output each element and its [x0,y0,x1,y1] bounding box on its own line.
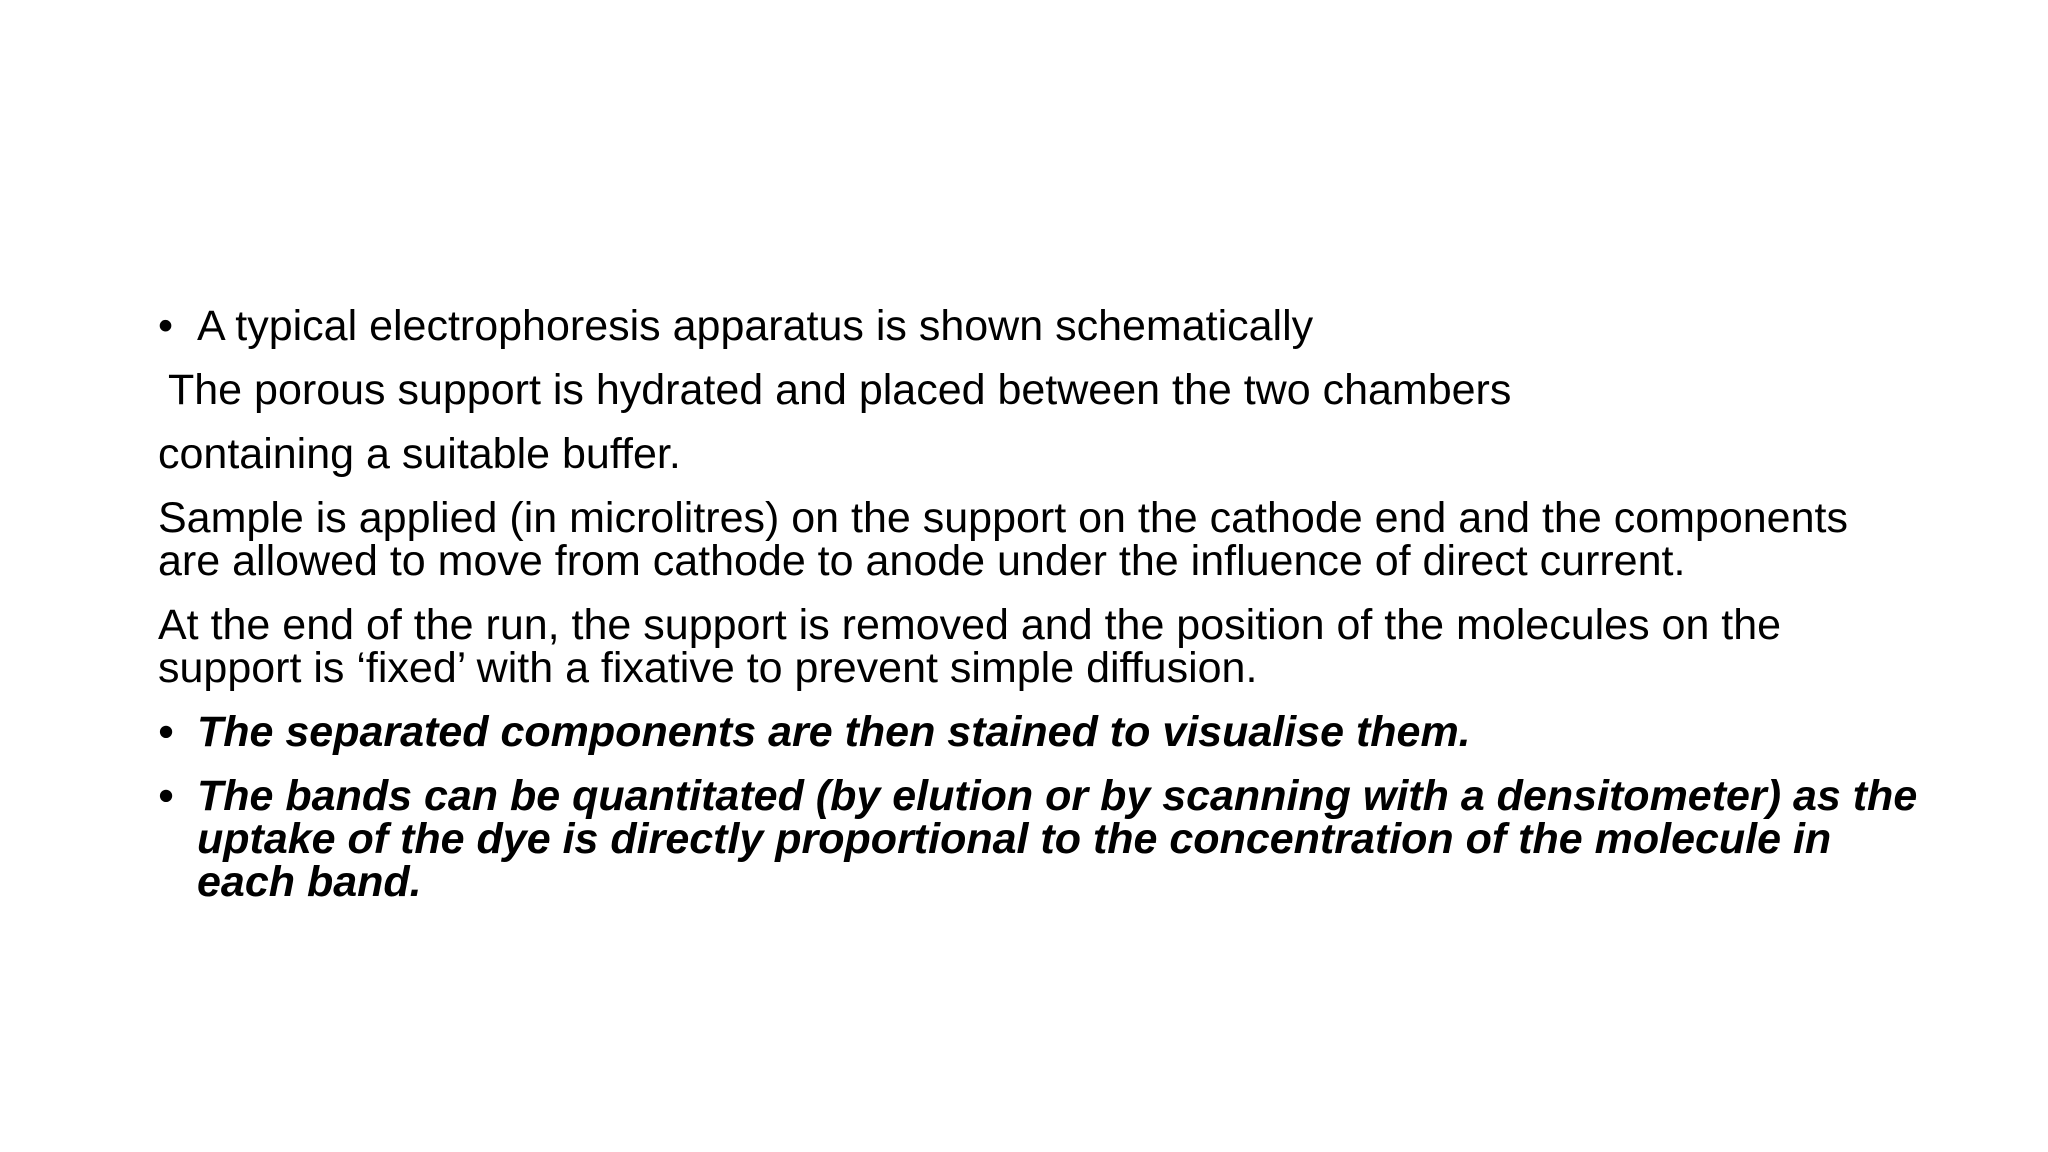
paragraph-text: The separated components are then stained to visualise them. [197,708,1471,756]
paragraph-text: The bands can be quantitated (by elution or by scanning with a densitometer) as the uptake of the dye is directly proportional to the concentration of the molecule in each band. [197,772,1918,906]
paragraph-text: The porous support is hydrated and placed between the two chambers [168,366,1512,414]
paragraph-text: containing a suitable buffer. [158,430,681,478]
bullet-icon: • [158,772,174,820]
paragraph-5 [158,601,1918,692]
bullet-icon: • [158,302,174,350]
paragraph-2 [158,366,1918,414]
paragraph-text: At the end of the run, the support is removed and the position of the molecules on the support is ‘fixed’ with a fixative to prevent simple diffusion. [158,601,1782,692]
paragraph-4 [158,494,1918,585]
paragraph-text: Sample is applied (in microlitres) on the support on the cathode end and the components are allowed to move from cathode to anode under the influence of direct current. [158,494,1848,585]
bullet-icon: • [158,708,174,756]
bullet-paragraph-7 [158,772,1918,906]
bullet-paragraph-6 [158,708,1918,756]
paragraph-text: A typical electrophoresis apparatus is shown schematically [197,302,1314,350]
slide-body [158,302,1918,925]
paragraph-3 [158,430,1918,478]
bullet-paragraph-1 [158,302,1918,350]
